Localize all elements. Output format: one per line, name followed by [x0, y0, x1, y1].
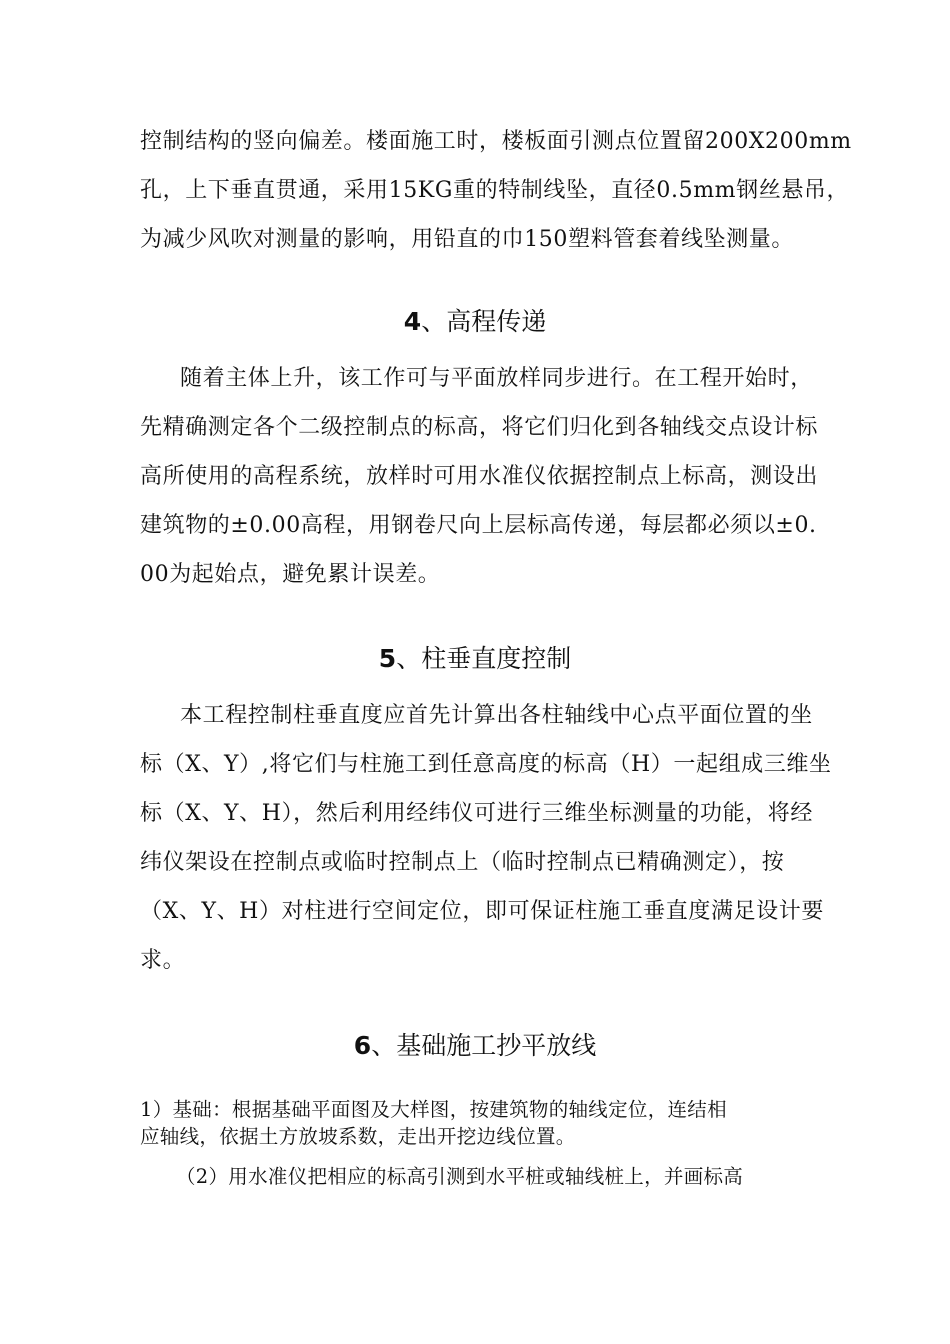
- paragraph-line: 00为起始点，避免累计误差。: [140, 562, 441, 587]
- section-heading-5: [0, 643, 950, 675]
- paragraph-line: 随着主体上升，该工作可与平面放样同步进行。在工程开始时，: [180, 366, 813, 391]
- section-title: 、柱垂直度控制: [396, 644, 572, 673]
- paragraph-line: 本工程控制柱垂直度应首先计算出各柱轴线中心点平面位置的坐: [180, 703, 813, 728]
- paragraph-line: 先精确测定各个二级控制点的标高，将它们归化到各轴线交点设计标: [140, 415, 819, 440]
- section-title: 、基础施工抄平放线: [371, 1031, 597, 1060]
- section-number: 6: [353, 1031, 372, 1060]
- paragraph-line: 求。: [140, 948, 186, 973]
- section-number: 4: [403, 307, 422, 336]
- section-heading-6: [0, 1030, 950, 1062]
- paragraph-line: 建筑物的±0.00高程，用钢卷尺向上层标高传递，每层都必须以±0.: [140, 513, 817, 538]
- list-item-line: 1）基础：根据基础平面图及大样图，按建筑物的轴线定位，连结相: [140, 1098, 727, 1121]
- section-heading-4: [0, 306, 950, 338]
- paragraph-line: 纬仪架设在控制点或临时控制点上（临时控制点已精确测定），按: [140, 850, 785, 875]
- list-item-line: （2）用水准仪把相应的标高引测到水平桩或轴线桩上，并画标高: [176, 1165, 744, 1188]
- paragraph-line: 标（X、Y）,将它们与柱施工到任意高度的标高（H）一起组成三维坐: [140, 752, 832, 777]
- paragraph-line: 孔，上下垂直贯通，采用15KG重的特制线坠，直径0.5mm钢丝悬吊，: [140, 178, 850, 203]
- section-title: 、高程传递: [421, 307, 547, 336]
- paragraph-line: 标（X、Y、H），然后利用经纬仪可进行三维坐标测量的功能，将经: [140, 801, 813, 826]
- paragraph-line: 控制结构的竖向偏差。楼面施工时，楼板面引测点位置留200X200mm: [140, 129, 852, 154]
- section-number: 5: [378, 644, 397, 673]
- list-item-line: 应轴线，依据土方放坡系数，走出开挖边线位置。: [140, 1125, 576, 1148]
- paragraph-line: 高所使用的高程系统，放样时可用水准仪依据控制点上标高，测设出: [140, 464, 819, 489]
- paragraph-line: 为减少风吹对测量的影响，用铅直的巾150塑料管套着线坠测量。: [140, 227, 794, 252]
- paragraph-line: （X、Y、H）对柱进行空间定位，即可保证柱施工垂直度满足设计要: [140, 899, 824, 924]
